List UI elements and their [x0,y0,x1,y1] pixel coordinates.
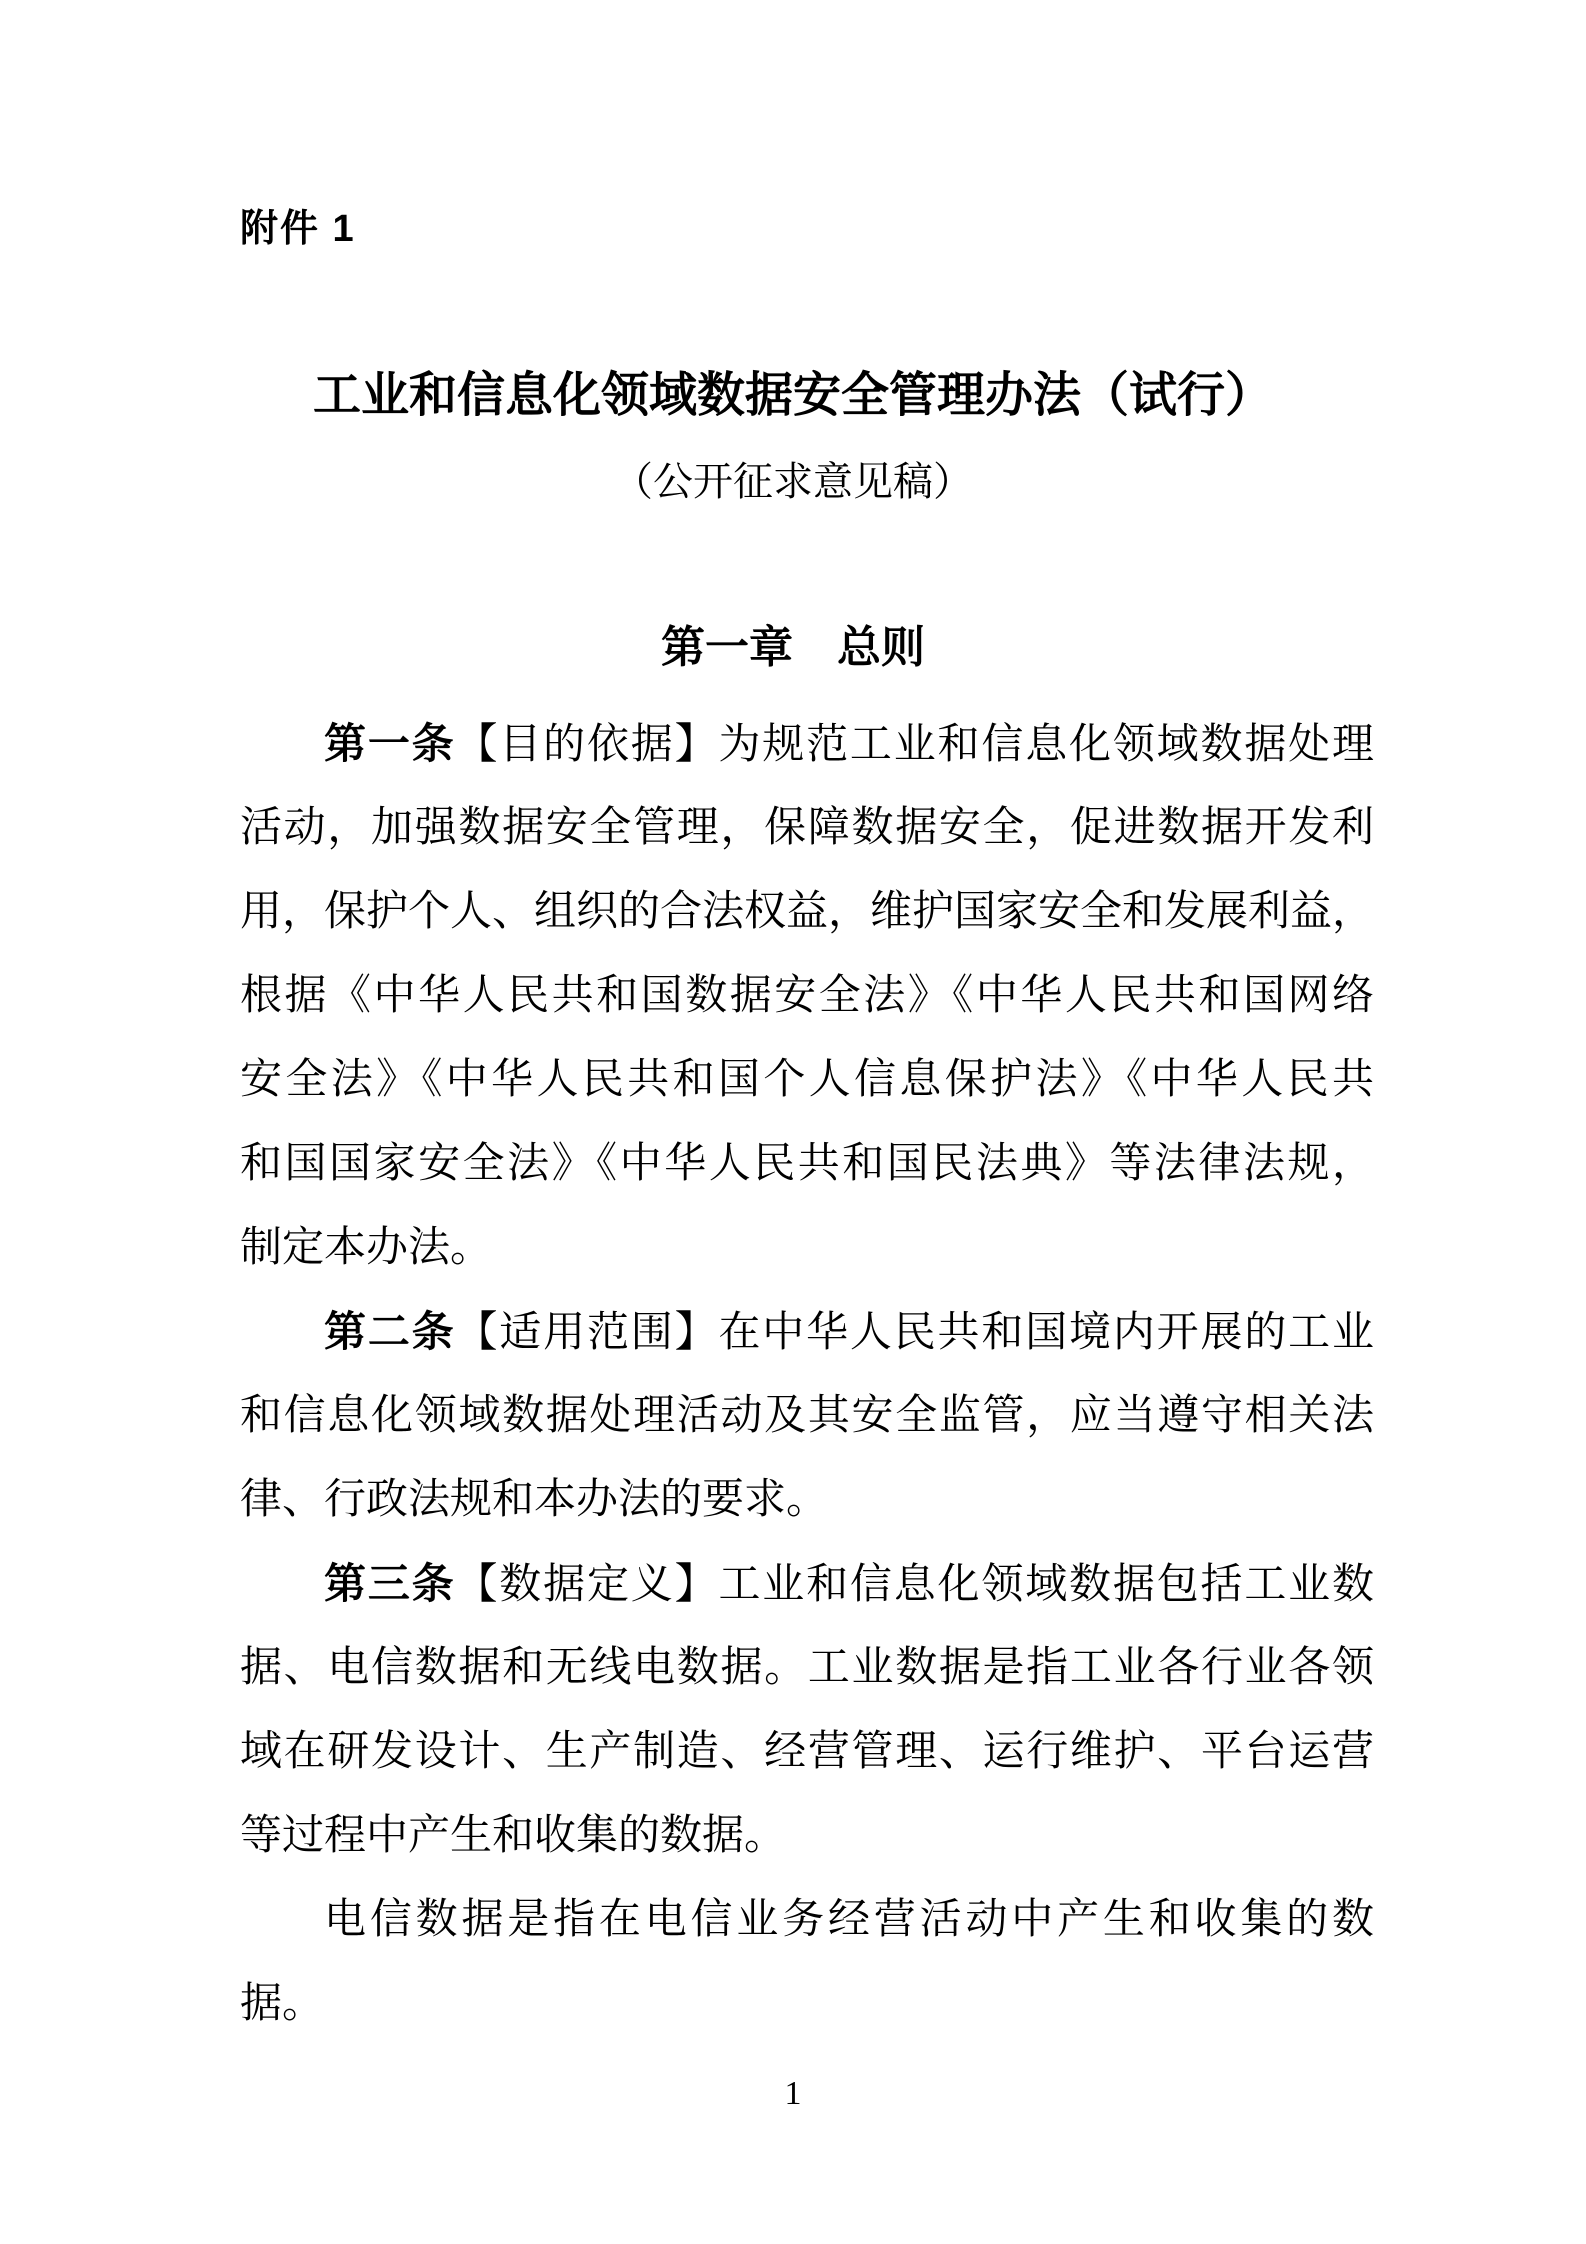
body-line [240,1458,1374,1542]
body-text-run: 工业和信息化领域数据包括工业数 [718,1562,1374,1608]
body-text-run: 用，保护个人、组织的合法权益，维护国家安全和发展利益， [240,889,1375,935]
body-line [240,786,1374,870]
article-bracket-label: 【数据定义】 [455,1562,719,1608]
body-line [240,1626,1374,1710]
body-line [240,702,1374,786]
body-line [240,1122,1374,1206]
body-line [240,1290,1374,1374]
article-number: 第一条 [324,720,456,767]
page-number: 1 [784,2075,802,2112]
body-line [240,870,1374,954]
body-text-run: 据、电信数据和无线电数据。工业数据是指工业各行业各领 [240,1645,1374,1691]
body-text-run: 根据《中华人民共和国数据安全法》《中华人民共和国网络 [240,973,1374,1019]
body-line [240,1206,1374,1290]
body-line [240,1038,1374,1122]
body-text-run: 为规范工业和信息化领域数据处理 [718,722,1374,768]
body-text-run: 和信息化领域数据处理活动及其安全监管，应当遵守相关法 [240,1393,1374,1439]
article-bracket-label: 【适用范围】 [455,1310,719,1356]
chapter-heading: 第一章 总则 [661,623,925,672]
article-bracket-label: 【目的依据】 [455,722,719,768]
body-line [240,1710,1374,1794]
body-text-run: 律、行政法规和本办法的要求。 [240,1477,829,1523]
body-text-run: 在中华人民共和国境内开展的工业 [718,1310,1374,1356]
body-line [240,1794,1374,1878]
body-text-run: 等过程中产生和收集的数据。 [240,1813,787,1859]
body-line [240,1878,1374,1962]
body-text-run: 活动，加强数据安全管理，保障数据安全，促进数据开发利 [240,805,1374,851]
body-text-run: 安全法》《中华人民共和国个人信息保护法》《中华人民共 [240,1057,1374,1103]
body-line [240,1542,1374,1626]
body-text-run: 域在研发设计、生产制造、经营管理、运行维护、平台运营 [240,1729,1374,1775]
body-line [240,1374,1374,1458]
article-number: 第三条 [324,1560,456,1607]
document-subtitle: （公开征求意见稿） [613,459,973,504]
attachment-label: 附件 1 [240,208,356,250]
document-title: 工业和信息化领域数据安全管理办法（试行） [312,369,1273,422]
body-text [240,702,1374,2046]
body-text-run: 制定本办法。 [240,1225,493,1271]
article-number: 第二条 [324,1308,456,1355]
body-line [240,954,1374,1038]
body-text-run: 据。 [240,1981,325,2027]
body-text-run: 和国国家安全法》《中华人民共和国民法典》等法律法规， [240,1141,1374,1187]
body-line [240,1962,1374,2046]
body-text-run: 电信数据是指在电信业务经营活动中产生和收集的数 [324,1897,1374,1943]
